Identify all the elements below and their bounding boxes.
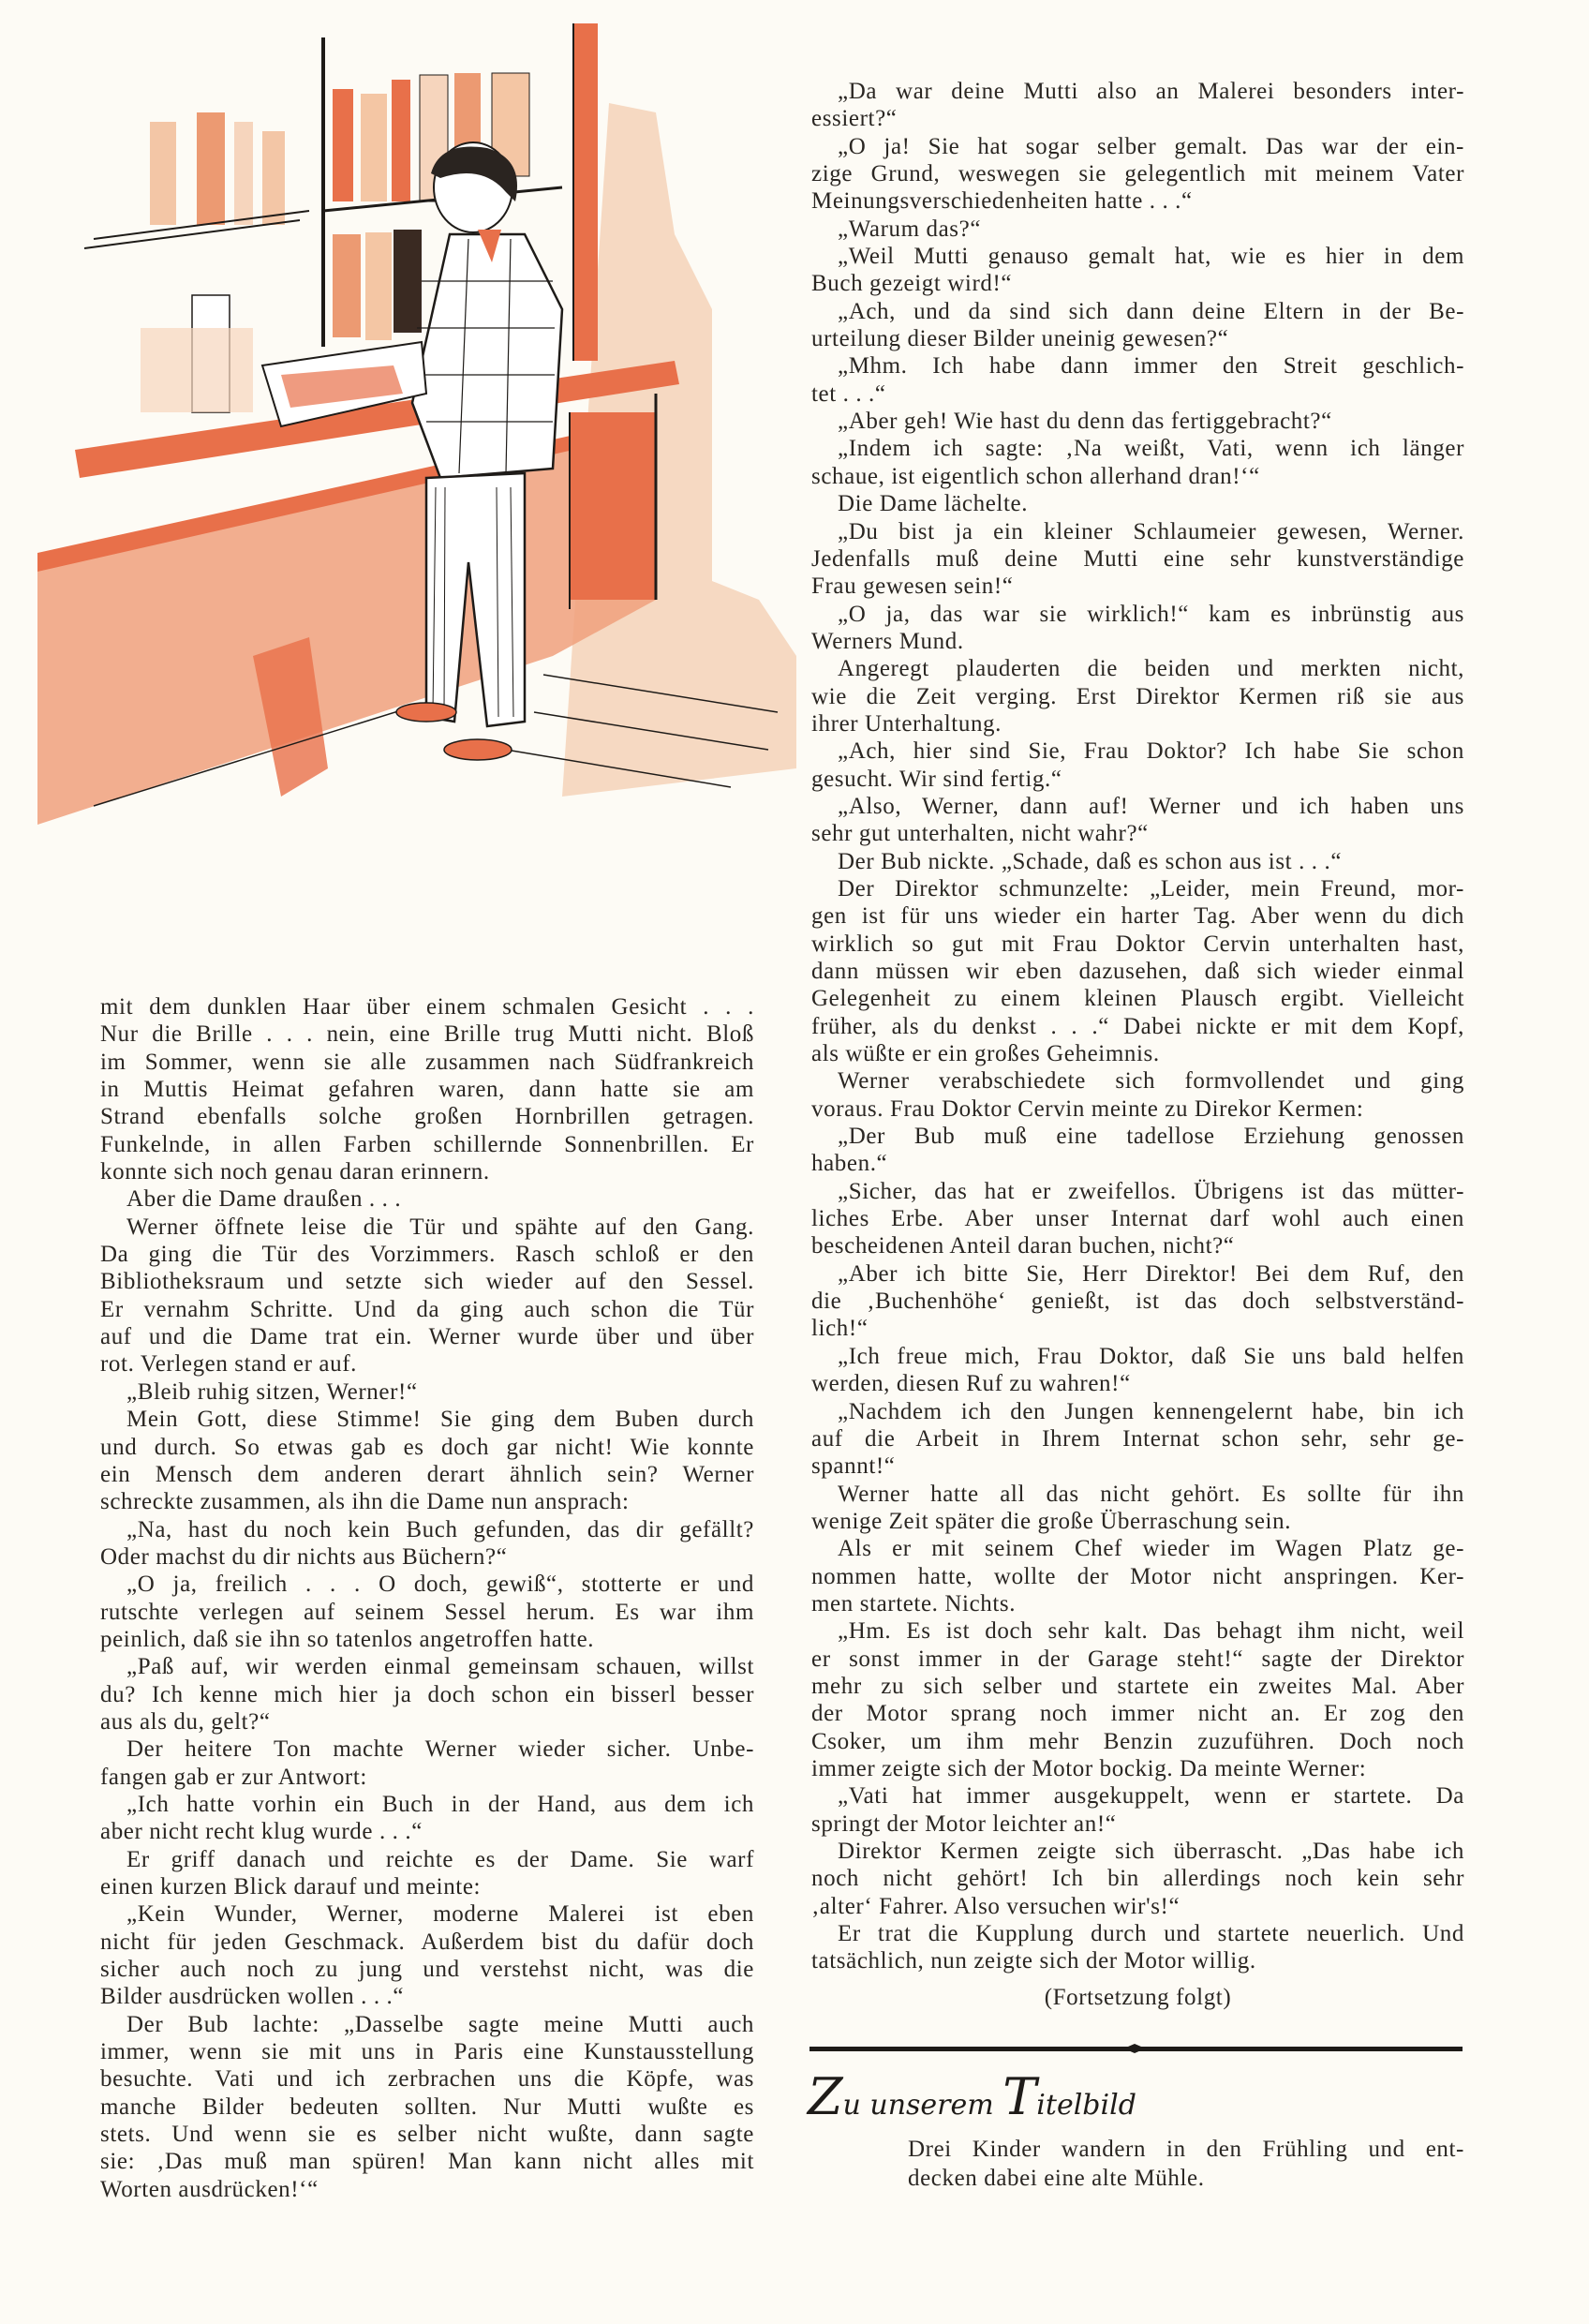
text-line: „Kein Wunder, Werner, moderne Malerei ist eben (126, 1901, 754, 1928)
paragraph (811, 848, 1464, 875)
paragraph (811, 1838, 1464, 1920)
text-line: sicher auch noch zu jung und verstehst nicht, was die (100, 1957, 754, 1983)
paragraph (811, 1178, 1464, 1260)
text-line: Mein Gott, diese Stimme! Sie ging dem Buben durch (126, 1407, 754, 1433)
paragraph (811, 875, 1464, 1067)
text-line: sie: ‚Das muß man spüren! Man kann nicht alles mit (100, 2149, 754, 2175)
text-line: mit dem dunklen Haar über einem schmalen Gesicht . . . (100, 994, 754, 1020)
text-line: spannt!“ (811, 1453, 896, 1480)
text-line: gesucht. Wir sind fertig.“ (811, 766, 1062, 792)
text-line: „Ich hatte vorhin ein Buch in der Hand, aus dem ich (126, 1791, 754, 1817)
text-line: „Na, hast du noch kein Buch gefunden, das dir gefällt? (126, 1516, 754, 1542)
text-line: du? Ich kenne mich hier ja doch schon ein bisserl besser (100, 1681, 754, 1707)
text-line: auf und die Dame trat ein. Werner wurde über und über (100, 1324, 754, 1350)
caption-line: decken dabei eine alte Mühle. (908, 2166, 1205, 2191)
text-line: Werner öffnete leise die Tür und spähte auf den Gang. (126, 1214, 754, 1240)
text-line: „O ja, freilich . . . O doch, gewiß“, stotterte er und (126, 1572, 754, 1598)
text-line: dann müssen wir eben dazusehen, daß sich wieder einmal (811, 959, 1464, 984)
text-line: in Muttis Heimat gefahren waren, dann hatte sie am (100, 1077, 754, 1103)
text-line: als wüßte er ein großes Geheimnis. (811, 1041, 1160, 1067)
paragraph (811, 78, 1464, 133)
heading-initial-z: Z (808, 2067, 843, 2126)
text-line: „Nachdem ich den Jungen kennengelernt habe, bin ich (838, 1398, 1464, 1424)
text-line: gen ist für uns wieder ein harter Tag. Aber wenn du dich (811, 903, 1464, 930)
text-line: manche Bilder bedeuten sollten. Nur Mutti wußte es (100, 2093, 754, 2120)
text-line: ihrer Unterhaltung. (811, 710, 1002, 737)
text-line: Oder machst du dir nichts aus Büchern?“ (100, 1543, 508, 1570)
text-line: Werner verabschiedete sich formvollendet und ging (838, 1068, 1464, 1095)
text-line: „Du bist ja ein kleiner Schlaumeier gewesen, Werner. (838, 518, 1464, 544)
text-line: voraus. Frau Doktor Cervin meinte zu Direkor Kermen: (811, 1095, 1364, 1122)
paragraph (811, 133, 1464, 216)
text-line: Die Dame lächelte. (838, 491, 1029, 517)
paragraph (811, 243, 1464, 298)
text-line: urteilung dieser Bilder uneinig gewesen?“ (811, 326, 1229, 352)
paragraph (100, 1791, 754, 1846)
paragraph (811, 1481, 1464, 1536)
text-line: wie die Zeit verging. Erst Direktor Kermen riß sie aus (811, 683, 1464, 709)
paragraph (811, 1535, 1464, 1617)
text-line: haben.“ (811, 1151, 888, 1177)
paragraph (811, 490, 1464, 517)
divider-ornament (1128, 2044, 1141, 2053)
text-line: Worten ausdrücken!‘“ (100, 2176, 319, 2202)
text-line: der Motor sprang noch immer nicht an. Er zog den (811, 1701, 1464, 1727)
text-line: „Vati hat immer ausgekuppelt, wenn er startete. Da (838, 1783, 1464, 1810)
paragraph (811, 601, 1464, 656)
text-line: Er griff danach und reichte es der Dame. Sie warf (126, 1846, 754, 1872)
text-line: „Weil Mutti genauso gemalt hat, wie es hier in dem (838, 244, 1464, 270)
text-line: „Indem ich sagte: ‚Na weißt, Vati, wenn ich länger (838, 436, 1464, 462)
text-line: schreckte zusammen, als ihn die Dame nun ansprach: (100, 1489, 630, 1515)
text-line: wirklich so gut mit Frau Doktor Cervin unterhalten hast, (811, 931, 1464, 957)
text-line: konnte sich noch genau daran erinnern. (100, 1159, 490, 1185)
text-line: sehr gut unterhalten, nicht wahr?“ (811, 821, 1149, 847)
paragraph (100, 2011, 754, 2203)
paragraph (811, 1398, 1464, 1481)
paragraph (100, 1516, 754, 1572)
paragraph (811, 655, 1464, 737)
paragraph (811, 1617, 1464, 1782)
text-line: nommen hatte, wollte der Motor nicht anspringen. Ker- (811, 1563, 1464, 1589)
text-line: „Der Bub muß eine tadellose Erziehung genossen (838, 1124, 1464, 1150)
text-line: zige Grund, weswegen sie gelegentlich mit meinem Vater (811, 161, 1464, 187)
text-line: stets. Und wenn sie es selber nicht wußte, dann sagte (100, 2122, 754, 2148)
text-line: „O ja, das war sie wirklich!“ kam es inbrünstig aus (838, 601, 1464, 627)
paragraph (100, 1571, 754, 1653)
text-line: Er trat die Kupplung durch und startete neuerlich. Und (838, 1921, 1464, 1947)
text-line: Buch gezeigt wird!“ (811, 271, 1013, 297)
text-line: Der heitere Ton machte Werner wieder sicher. Unbe- (126, 1736, 754, 1763)
text-line: peinlich, daß sie ihn so tatenlos angetroffen hatte. (100, 1626, 595, 1652)
text-line: Direktor Kermen zeigte sich überrascht. „Das habe ich (838, 1839, 1464, 1864)
text-line: auf die Arbeit in Ihrem Internat schon sehr, sehr ge- (811, 1425, 1464, 1452)
text-line: aber nicht recht klug wurde . . .“ (100, 1819, 423, 1845)
text-line: Meinungsverschiedenheiten hatte . . .“ (811, 188, 1193, 215)
text-line: aus als du, gelt?“ (100, 1708, 271, 1735)
text-line: tet . . .“ (811, 380, 886, 407)
paragraph (811, 298, 1464, 353)
text-line: Der Bub lachte: „Dasselbe sagte meine Mutti auch (126, 2011, 754, 2037)
text-line: essiert?“ (811, 106, 898, 132)
text-line: Werner hatte all das nicht gehört. Es sollte für ihn (838, 1481, 1464, 1507)
text-line: tatsächlich, nun zeigte sich der Motor willig. (811, 1948, 1256, 1974)
text-line: „Ach, und da sind sich dann deine Eltern in der Be- (838, 298, 1464, 324)
text-line: lich!“ (811, 1316, 869, 1342)
text-line: bescheidenen Anteil daran buchen, nicht?“ (811, 1233, 1235, 1259)
text-line: springt der Motor leichter an!“ (811, 1810, 1117, 1837)
heading-text-1: u unserem (842, 2089, 1003, 2122)
text-line: Der Bub nickte. „Schade, daß es schon aus ist . . .“ (838, 848, 1343, 874)
heading-text-2: itelbild (1036, 2089, 1136, 2122)
paragraph (100, 1900, 754, 2010)
text-line: Frau gewesen sein!“ (811, 574, 1014, 600)
text-line: rot. Verlegen stand er auf. (100, 1351, 357, 1378)
text-line: men startete. Nichts. (811, 1590, 1017, 1616)
paragraph (811, 737, 1464, 793)
text-line: „Also, Werner, dann auf! Werner und ich haben uns (838, 793, 1464, 819)
paragraph (100, 1378, 754, 1406)
text-line: immer, wenn sie mit uns in Paris eine Kunstausstellung (100, 2039, 754, 2065)
heading-initial-t: T (1002, 2067, 1037, 2126)
paragraph (811, 435, 1464, 490)
text-line: ein Mensch dem anderen derart ähnlich sein? Werner (100, 1461, 754, 1487)
text-line: er sonst immer in der Garage steht!“ sagte der Direktor (811, 1646, 1464, 1672)
text-line: „Aber geh! Wie hast du denn das fertiggebracht?“ (838, 409, 1332, 435)
caption-line: Drei Kinder wandern in den Frühling und ent- (908, 2137, 1464, 2162)
text-line: einen kurzen Blick darauf und meinte: (100, 1874, 482, 1899)
text-line: Aber die Dame draußen . . . (126, 1186, 402, 1213)
cover-note-heading (808, 2067, 1136, 2126)
text-line: „Ach, hier sind Sie, Frau Doktor? Ich habe Sie schon (838, 738, 1464, 765)
left-text-column (100, 993, 754, 2203)
text-line: „Bleib ruhig sitzen, Werner!“ (126, 1378, 418, 1405)
paragraph (811, 1782, 1464, 1838)
text-line: Nur die Brille . . . nein, eine Brille trug Mutti nicht. Bloß (100, 1021, 754, 1048)
paragraph (100, 993, 754, 1185)
text-line: „Ich freue mich, Frau Doktor, daß Sie uns bald helfen (838, 1343, 1464, 1369)
text-line: rutschte verlegen auf seinem Sessel herum. Es war ihm (100, 1599, 754, 1625)
text-line: „O ja! Sie hat sogar selber gemalt. Das war der ein- (838, 133, 1464, 159)
text-line: Bibliotheksraum und setzte sich wieder auf den Sessel. (100, 1269, 754, 1295)
text-line: Als er mit seinem Chef wieder im Wagen Platz ge- (838, 1536, 1464, 1562)
text-line: mehr zu sich selber und startete ein zweites Mal. Aber (811, 1673, 1464, 1699)
boy-at-bookshelf-illustration (0, 0, 806, 946)
text-line: Angeregt plauderten die beiden und merkten nicht, (838, 656, 1464, 682)
text-line: werden, diesen Ruf zu wahren!“ (811, 1371, 1131, 1397)
text-line: „Hm. Es ist doch sehr kalt. Das behagt ihm nicht, weil (838, 1618, 1464, 1645)
paragraph (811, 1920, 1464, 1975)
text-line: „Paß auf, wir werden einmal gemeinsam schauen, willst (126, 1654, 754, 1680)
continuation-note: (Fortsetzung folgt) (1044, 1985, 1232, 2010)
text-line: früher, als du denkst . . .“ Dabei nickte er mit dem Kopf, (811, 1013, 1464, 1039)
text-line: immer zeigte sich der Motor bockig. Da meinte Werner: (811, 1755, 1367, 1781)
text-line: Csoker, um ihm mehr Benzin zuzuführen. Doch noch (811, 1728, 1464, 1754)
paragraph (811, 1343, 1464, 1398)
text-line: „Sicher, das hat er zweifellos. Übrigens ist das mütter- (838, 1178, 1464, 1204)
text-line: noch nicht gehört! Ich bin allerdings noch kein sehr (811, 1866, 1464, 1892)
text-line: Strand ebenfalls solche großen Hornbrillen getragen. (100, 1104, 754, 1130)
paragraph (811, 408, 1464, 435)
paragraph (100, 1214, 754, 1378)
text-line: fangen gab er zur Antwort: (100, 1764, 367, 1790)
text-line: nicht für jeden Geschmack. Außerdem bist du dafür doch (100, 1929, 754, 1955)
paragraph (100, 1653, 754, 1736)
text-line: „Mhm. Ich habe dann immer den Streit geschlich- (838, 353, 1464, 380)
paragraph (100, 1736, 754, 1791)
text-line: Bilder ausdrücken wollen . . .“ (100, 1984, 405, 2010)
text-line: schaue, ist eigentlich schon allerhand dran!‘“ (811, 463, 1260, 489)
paragraph (811, 1123, 1464, 1178)
paragraph (811, 1067, 1464, 1123)
paragraph (811, 1260, 1464, 1343)
text-line: „Da war deine Mutti also an Malerei besonders inter- (838, 79, 1464, 104)
right-text-column (811, 78, 1464, 1975)
text-line: Werners Mund. (811, 628, 964, 654)
text-line: Da ging die Tür des Vorzimmers. Rasch schloß er den (100, 1242, 754, 1268)
text-line: „Warum das?“ (838, 216, 982, 242)
paragraph (811, 216, 1464, 243)
text-line: und durch. So etwas gab es doch gar nicht! Wie konnte (100, 1434, 754, 1460)
text-line: die ‚Buchenhöhe‘ genießt, ist das doch selbstverständ- (811, 1289, 1464, 1315)
text-line: besuchte. Vati und ich zerbrachen uns die Köpfe, was (100, 2066, 754, 2093)
text-line: Jedenfalls muß deine Mutti eine sehr kunstverständige (811, 545, 1464, 572)
text-line: „Aber ich bitte Sie, Herr Direktor! Bei dem Ruf, den (838, 1260, 1464, 1287)
text-line: wenige Zeit später die große Überraschung sein. (811, 1508, 1292, 1534)
text-line: Er vernahm Schritte. Und da ging auch schon die Tür (100, 1296, 754, 1322)
text-line: ‚alter‘ Fahrer. Also versuchen wir's!“ (811, 1893, 1181, 1919)
paragraph (100, 1185, 754, 1213)
text-line: im Sommer, wenn sie alle zusammen nach Südfrankreich (100, 1049, 754, 1075)
text-line: liches Erbe. Aber unser Internat darf wohl auch einen (811, 1206, 1464, 1232)
section-divider (809, 2047, 1463, 2051)
paragraph (100, 1406, 754, 1515)
paragraph (100, 1846, 754, 1901)
paragraph (811, 352, 1464, 408)
text-line: Funkelnde, in allen Farben schillernde Sonnenbrillen. Er (100, 1131, 754, 1157)
cover-note-caption (908, 2135, 1464, 2193)
text-line: Der Direktor schmunzelte: „Leider, mein Freund, mor- (838, 875, 1464, 901)
paragraph (811, 793, 1464, 848)
paragraph (811, 518, 1464, 601)
text-line: Gelegenheit zu einem kleinen Plausch ergibt. Vielleicht (811, 986, 1464, 1012)
